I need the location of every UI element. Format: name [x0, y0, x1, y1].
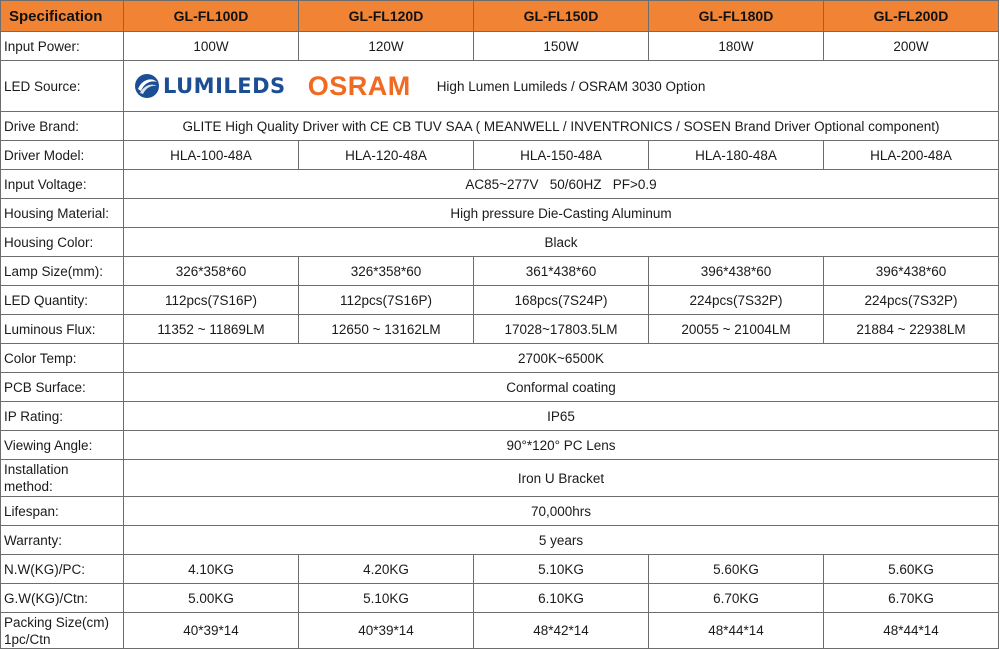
row-label: G.W(KG)/Ctn: [1, 584, 124, 613]
row-label: IP Rating: [1, 402, 124, 431]
cell-value: 5.10KG [474, 555, 649, 584]
row-label: LED Quantity: [1, 286, 124, 315]
cell-value: 120W [299, 32, 474, 61]
row-housing-material [1, 199, 999, 228]
led-source-cell [124, 61, 999, 112]
cell-value: HLA-150-48A [474, 141, 649, 170]
row-label: Installation method: [1, 460, 124, 497]
cell-value: 326*358*60 [124, 257, 299, 286]
lumileds-swirl-icon [134, 73, 160, 99]
header-row [1, 1, 999, 32]
header-specification: Specification [1, 1, 124, 32]
row-label: Driver Model: [1, 141, 124, 170]
row-packing-size [1, 613, 999, 649]
cell-value: 112pcs(7S16P) [124, 286, 299, 315]
row-gross-weight [1, 584, 999, 613]
cell-value: 21884 ~ 22938LM [824, 315, 999, 344]
row-label: Packing Size(cm) 1pc/Ctn [1, 613, 124, 649]
cell-value: HLA-200-48A [824, 141, 999, 170]
cell-value: 20055 ~ 21004LM [649, 315, 824, 344]
cell-value: 48*42*14 [474, 613, 649, 649]
row-net-weight [1, 555, 999, 584]
row-warranty [1, 526, 999, 555]
cell-value: High pressure Die-Casting Aluminum [124, 199, 999, 228]
cell-value: 40*39*14 [299, 613, 474, 649]
cell-value: 12650 ~ 13162LM [299, 315, 474, 344]
row-lifespan [1, 497, 999, 526]
cell-value: 150W [474, 32, 649, 61]
row-led-source [1, 61, 999, 112]
cell-value: 168pcs(7S24P) [474, 286, 649, 315]
cell-value: 70,000hrs [124, 497, 999, 526]
cell-value: 6.10KG [474, 584, 649, 613]
cell-value: 48*44*14 [824, 613, 999, 649]
row-label: LED Source: [1, 61, 124, 112]
cell-value: 48*44*14 [649, 613, 824, 649]
row-viewing-angle [1, 431, 999, 460]
cell-value: IP65 [124, 402, 999, 431]
cell-value: 112pcs(7S16P) [299, 286, 474, 315]
row-label: Lifespan: [1, 497, 124, 526]
header-model: GL-FL150D [474, 1, 649, 32]
row-label: Housing Color: [1, 228, 124, 257]
cell-value: 2700K~6500K [124, 344, 999, 373]
header-model: GL-FL200D [824, 1, 999, 32]
cell-value: 40*39*14 [124, 613, 299, 649]
row-color-temp [1, 344, 999, 373]
row-housing-color [1, 228, 999, 257]
cell-value: 17028~17803.5LM [474, 315, 649, 344]
row-luminous-flux [1, 315, 999, 344]
osram-logo: OSRAM [307, 70, 411, 101]
row-label: Luminous Flux: [1, 315, 124, 344]
row-label: N.W(KG)/PC: [1, 555, 124, 584]
cell-value: 224pcs(7S32P) [649, 286, 824, 315]
row-label: Input Voltage: [1, 170, 124, 199]
cell-value: HLA-100-48A [124, 141, 299, 170]
led-source-description: High Lumen Lumileds / OSRAM 3030 Option [436, 78, 706, 94]
row-driver-model [1, 141, 999, 170]
row-label: Color Temp: [1, 344, 124, 373]
cell-value: 6.70KG [649, 584, 824, 613]
cell-value: AC85~277V 50/60HZ PF>0.9 [124, 170, 999, 199]
cell-value: 396*438*60 [824, 257, 999, 286]
row-label: PCB Surface: [1, 373, 124, 402]
cell-value: GLITE High Quality Driver with CE CB TUV SAA ( MEANWELL / INVENTRONICS / SOSEN Brand Driver Optional component) [124, 112, 999, 141]
cell-value: 326*358*60 [299, 257, 474, 286]
cell-value: 90°*120° PC Lens [124, 431, 999, 460]
header-model: GL-FL100D [124, 1, 299, 32]
cell-value: 5.60KG [824, 555, 999, 584]
lumileds-logo [134, 73, 286, 99]
row-lamp-size [1, 257, 999, 286]
lumileds-wordmark: LUMILEDS [163, 74, 286, 98]
cell-value: 5.00KG [124, 584, 299, 613]
cell-value: HLA-180-48A [649, 141, 824, 170]
row-pcb-surface [1, 373, 999, 402]
row-drive-brand [1, 112, 999, 141]
row-ip-rating [1, 402, 999, 431]
row-label: Drive Brand: [1, 112, 124, 141]
cell-value: Iron U Bracket [124, 460, 999, 497]
cell-value: 4.20KG [299, 555, 474, 584]
led-source-content [124, 61, 998, 111]
cell-value: 396*438*60 [649, 257, 824, 286]
cell-value: 361*438*60 [474, 257, 649, 286]
row-installation [1, 460, 999, 497]
cell-value: 100W [124, 32, 299, 61]
row-label: Housing Material: [1, 199, 124, 228]
header-model: GL-FL180D [649, 1, 824, 32]
cell-value: 6.70KG [824, 584, 999, 613]
cell-value: 5 years [124, 526, 999, 555]
row-input-power [1, 32, 999, 61]
cell-value: 4.10KG [124, 555, 299, 584]
row-label: Viewing Angle: [1, 431, 124, 460]
cell-value: 224pcs(7S32P) [824, 286, 999, 315]
cell-value: HLA-120-48A [299, 141, 474, 170]
cell-value: 11352 ~ 11869LM [124, 315, 299, 344]
cell-value: 200W [824, 32, 999, 61]
row-label: Warranty: [1, 526, 124, 555]
row-led-quantity [1, 286, 999, 315]
row-label: Input Power: [1, 32, 124, 61]
cell-value: 180W [649, 32, 824, 61]
cell-value: 5.10KG [299, 584, 474, 613]
cell-value: Conformal coating [124, 373, 999, 402]
cell-value: Black [124, 228, 999, 257]
header-model: GL-FL120D [299, 1, 474, 32]
row-input-voltage [1, 170, 999, 199]
cell-value: 5.60KG [649, 555, 824, 584]
row-label: Lamp Size(mm): [1, 257, 124, 286]
